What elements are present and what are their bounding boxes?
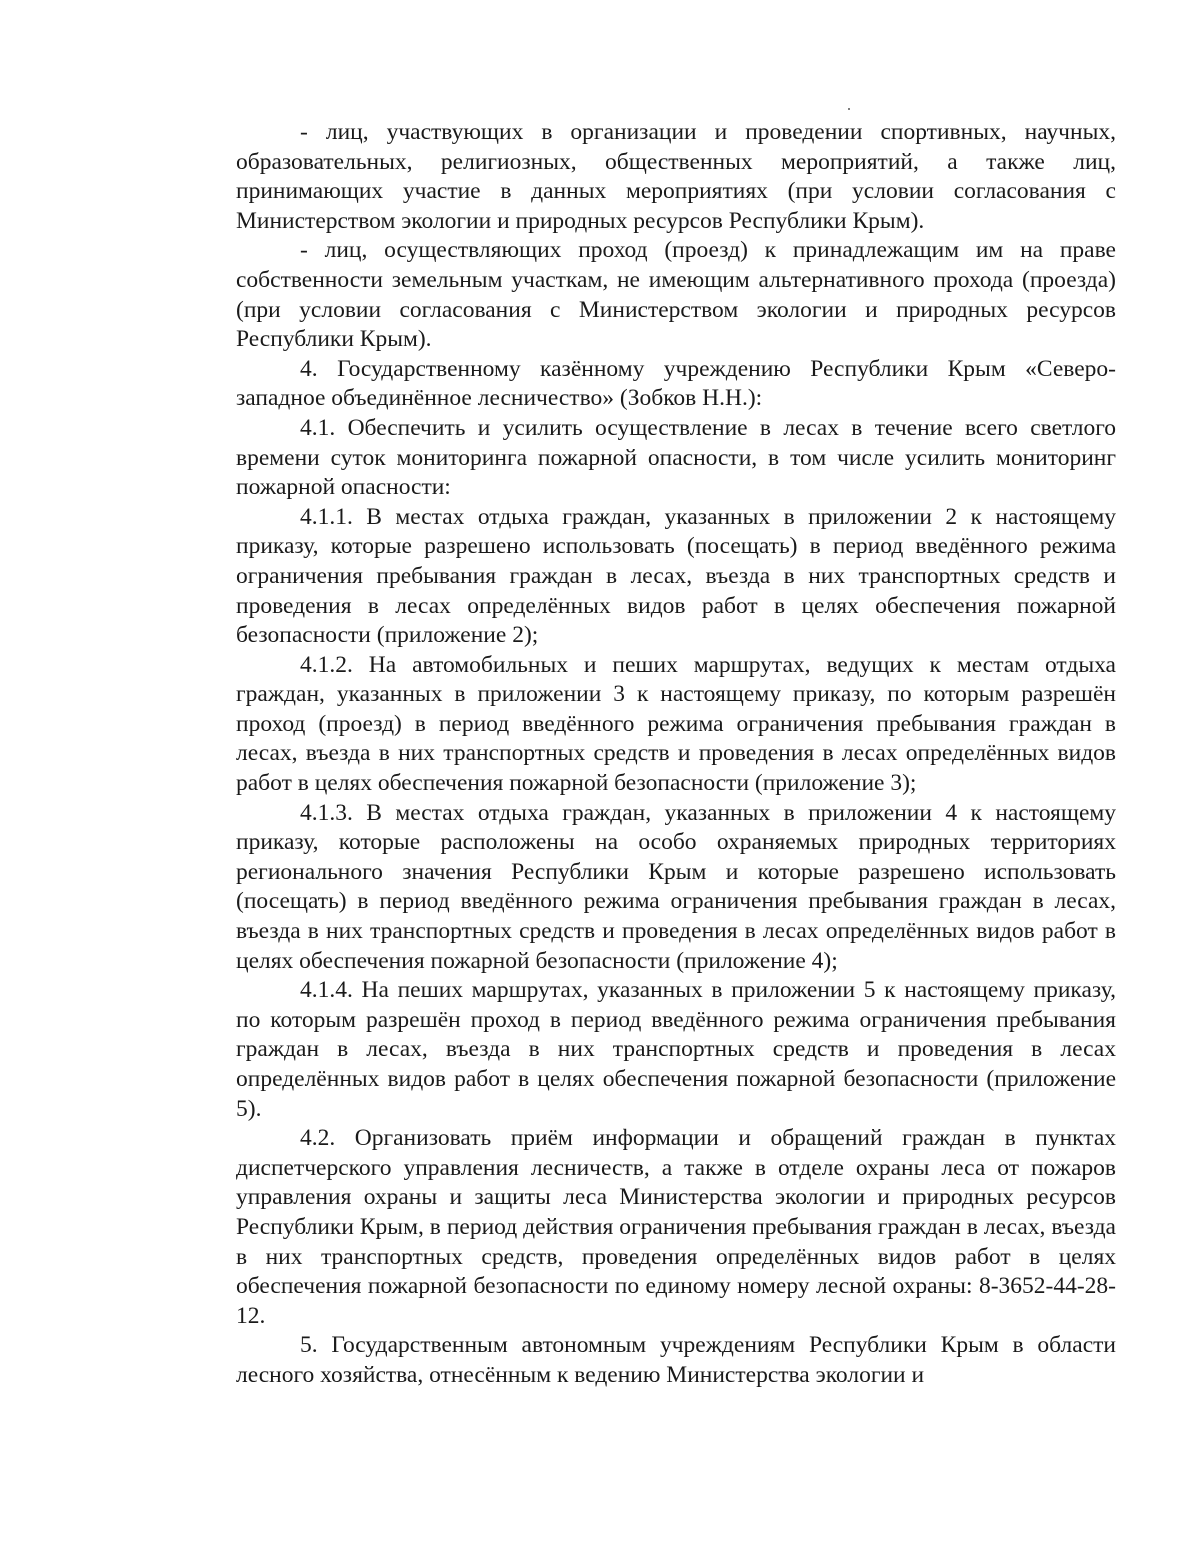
paragraph-sports-events-persons: - лиц, участвующих в организации и проведении спортивных, научных, образовательных, религиозных, общественных мероприятий, а также лиц, принимающих участие в данных мероприятиях (при условии согласования с Министерством экологии и природных ресурсов Республики Крым). xyxy=(236,119,1116,234)
scan-speck xyxy=(848,108,850,110)
paragraph-item-4: 4. Государственному казённому учреждению Республики Крым «Северо-западное объединённое лесничество» (Зобков Н.Н.): xyxy=(236,355,1116,412)
paragraph-item-4-1-1: 4.1.1. В местах отдыха граждан, указанных в приложении 2 к настоящему приказу, которые разрешено использовать (посещать) в период введённого режима ограничения пребывания граждан в лесах, въезда в них транспортных средств и проведения в лесах определённых видов работ в целях обеспечения пожарной безопасности (приложение 2); xyxy=(236,503,1116,649)
paragraph-item-4-2: 4.2. Организовать приём информации и обращений граждан в пунктах диспетчерского управления лесничеств, а также в отделе охраны леса от пожаров управления охраны и защиты леса Министерства экологии и природных ресурсов Республики Крым, в период действия ограничения пребывания граждан в лесах, въезда в них транспортных средств, проведения определённых видов работ в целях обеспечения пожарной безопасности по единому номеру лесной охраны: 8-3652-44-28-12. xyxy=(236,1125,1116,1329)
paragraph-item-4-1-2: 4.1.2. На автомобильных и пеших маршрутах, ведущих к местам отдыха граждан, указанных в приложении 3 к настоящему приказу, по которым разрешён проход (проезд) в период введённого режима ограничения пребывания граждан в лесах, въезда в них транспортных средств и проведения в лесах определённых видов работ в целях обеспечения пожарной безопасности (приложение 3); xyxy=(236,651,1116,797)
paragraph-item-4-1-3: 4.1.3. В местах отдыха граждан, указанных в приложении 4 к настоящему приказу, которые расположены на особо охраняемых природных территориях регионального значения Республики Крым и которые разрешено использовать (посещать) в период введённого режима ограничения пребывания граждан в лесах, въезда в них транспортных средств и проведения в лесах определённых видов работ в целях обеспечения пожарной безопасности (приложение 4); xyxy=(236,799,1116,974)
document-body xyxy=(236,118,1116,1391)
paragraph-land-owners-passage: - лиц, осуществляющих проход (проезд) к принадлежащим им на праве собственности земельным участкам, не имеющим альтернативного прохода (проезда) (при условии согласования с Министерством экологии и природных ресурсов Республики Крым). xyxy=(236,237,1116,353)
paragraph-item-4-1-4: 4.1.4. На пеших маршрутах, указанных в приложении 5 к настоящему приказу, по которым разрешён проход в период введённого режима ограничения пребывания граждан в лесах, въезда в них транспортных средств и проведения в лесах определённых видов работ в целях обеспечения пожарной безопасности (приложение 5). xyxy=(236,977,1116,1122)
paragraph-item-4-1: 4.1. Обеспечить и усилить осуществление в лесах в течение всего светлого времени суток мониторинга пожарной опасности, в том числе усилить мониторинг пожарной опасности: xyxy=(236,414,1116,501)
paragraph-item-5: 5. Государственным автономным учреждениям Республики Крым в области лесного хозяйства, отнесённым к ведению Министерства экологии и xyxy=(236,1332,1116,1388)
